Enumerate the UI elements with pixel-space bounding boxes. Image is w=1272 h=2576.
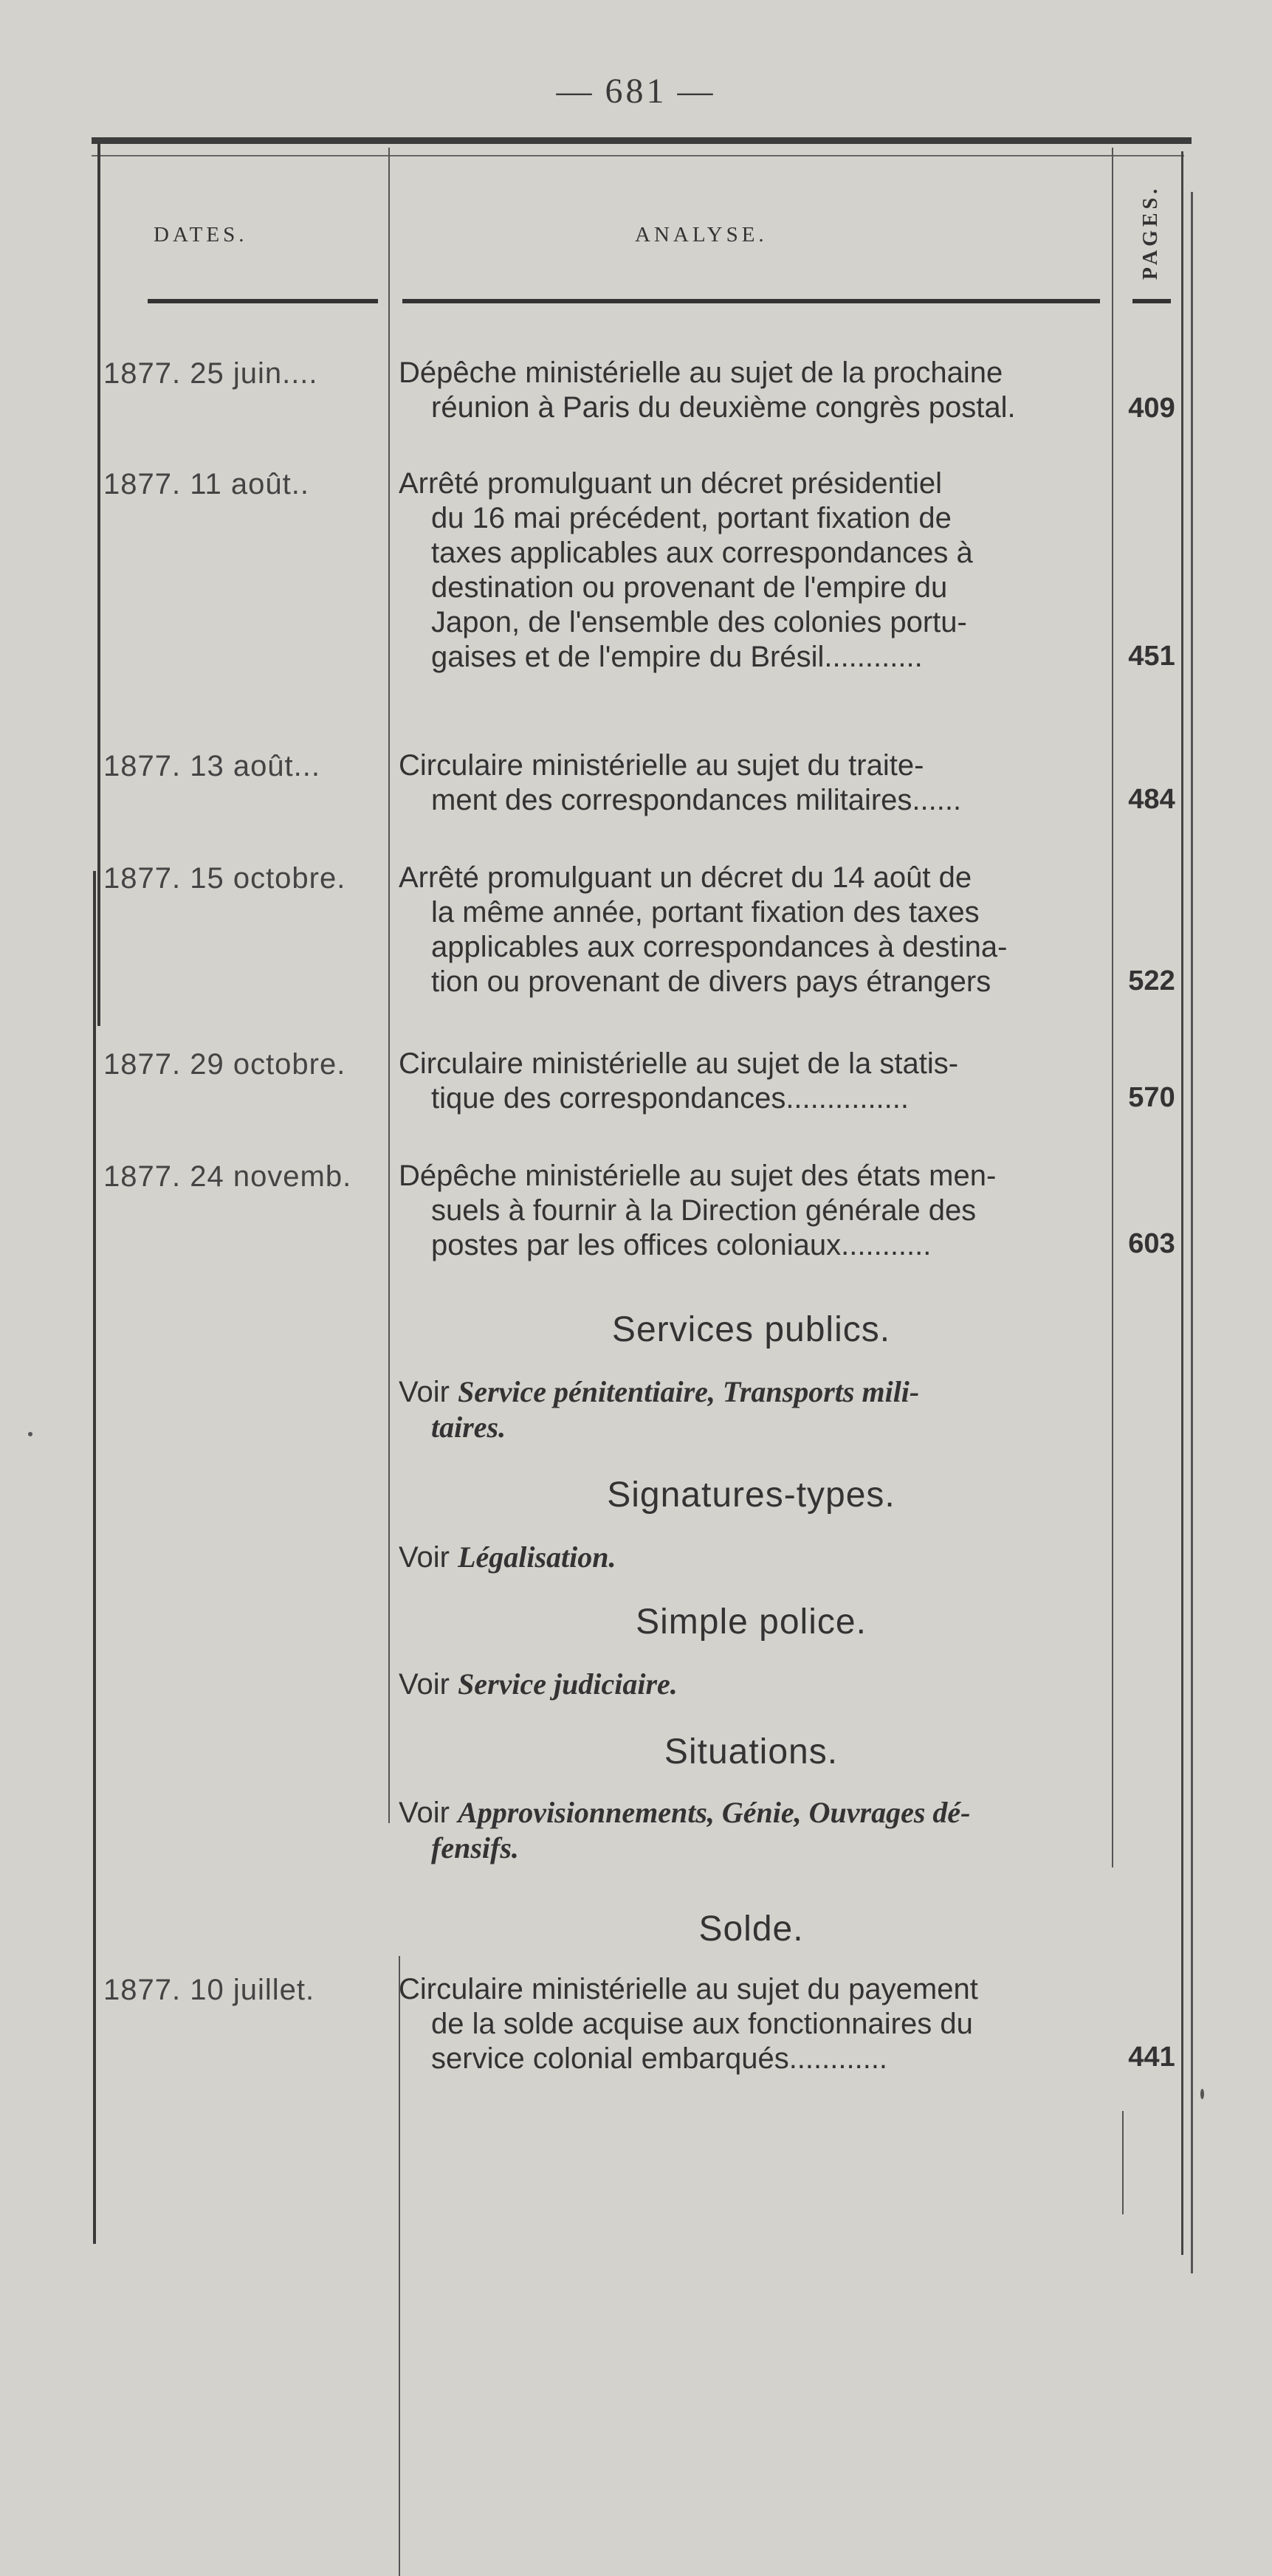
analysis-line: Dépêche ministérielle au sujet des états men- — [399, 1160, 997, 1192]
voir-label: Voir — [399, 1797, 450, 1829]
voir-label: Voir — [399, 1668, 450, 1701]
analysis-line: applicables aux correspondances à destina- — [431, 931, 1008, 963]
column-divider-dates — [388, 148, 390, 1823]
section-reference — [399, 1667, 1104, 1702]
entry-date: 1877. 29 octobre. — [103, 1048, 346, 1081]
entry-analysis — [399, 1047, 1104, 1116]
table-right-border-outer — [1191, 192, 1193, 2273]
page-number-dash-right: — — [677, 72, 716, 111]
print-speck — [1200, 2089, 1204, 2099]
header-pages — [1125, 177, 1177, 288]
entry-date: 1877. 11 août.. — [103, 468, 309, 500]
analysis-line: de la solde acquise aux fonctionnaires du — [431, 2008, 973, 2040]
entry-analysis — [399, 1159, 1104, 1263]
section-reference — [399, 1540, 1104, 1575]
table-top-rule — [92, 137, 1192, 144]
reference-text: Légalisation. — [458, 1540, 616, 1574]
analysis-line: tique des correspondances............... — [431, 1082, 910, 1115]
reference-text: Approvisionnements, Génie, Ouvrages dé- — [458, 1796, 971, 1829]
analysis-line: du 16 mai précédent, portant fixation de — [431, 502, 952, 534]
table-left-border — [97, 144, 100, 1026]
entry-date: 1877. 25 juin.... — [103, 357, 318, 390]
voir-label: Voir — [399, 1541, 450, 1574]
header-dates: DATES. — [154, 223, 248, 247]
entry-analysis — [399, 748, 1104, 818]
entry-page: 522 — [1128, 965, 1175, 996]
page-number-value: 681 — [605, 72, 667, 111]
header-rule-pages — [1132, 299, 1171, 303]
section-title: Situations. — [664, 1732, 839, 1771]
reference-text: fensifs. — [431, 1831, 519, 1864]
column-divider-pages-lower — [1122, 2111, 1124, 2214]
analysis-line: Arrêté promulguant un décret du 14 août de — [399, 861, 972, 894]
analysis-line: Circulaire ministérielle au sujet de la statis- — [399, 1047, 959, 1080]
header-analyse: ANALYSE. — [635, 223, 768, 247]
entry-page: 603 — [1128, 1228, 1175, 1259]
table-left-border-lower — [93, 871, 96, 2244]
analysis-line: suels à fournir à la Direction générale des — [431, 1194, 977, 1227]
entry-date: 1877. 24 novemb. — [103, 1160, 352, 1193]
entry-analysis — [399, 861, 1104, 999]
section-reference — [399, 1795, 1104, 1866]
entry-date: 1877. 10 juillet. — [103, 1974, 315, 2006]
section-title: Simple police. — [636, 1602, 867, 1642]
analysis-line: taxes applicables aux correspondances à — [431, 537, 973, 569]
header-rule-analyse — [402, 299, 1100, 303]
analysis-line: postes par les offices coloniaux........... — [431, 1229, 932, 1261]
entry-analysis — [399, 1972, 1104, 2076]
reference-text: Service judiciaire. — [458, 1667, 678, 1701]
analysis-line: Japon, de l'ensemble des colonies portu- — [431, 606, 967, 638]
analysis-line: Dépêche ministérielle au sujet de la prochaine — [399, 357, 1003, 389]
analysis-line: ment des correspondances militaires...... — [431, 784, 962, 816]
entry-date: 1877. 15 octobre. — [103, 862, 346, 895]
page-number — [0, 71, 1272, 111]
section-title: Services publics. — [611, 1310, 891, 1349]
voir-label: Voir — [399, 1376, 450, 1408]
analysis-line: tion ou provenant de divers pays étrangers — [431, 965, 991, 998]
page-number-dash-left: — — [556, 72, 595, 111]
table-right-border — [1181, 151, 1183, 2255]
print-speck — [28, 1432, 32, 1436]
table-top-rule-thin — [92, 155, 1184, 156]
header-pages-label: PAGES. — [1139, 185, 1162, 280]
header-rule-dates — [148, 299, 378, 303]
entry-analysis — [399, 466, 1104, 675]
section-title: Solde. — [698, 1909, 804, 1949]
entry-page: 409 — [1128, 393, 1175, 424]
entry-page: 451 — [1128, 641, 1175, 672]
entry-page: 484 — [1128, 784, 1175, 815]
reference-text: taires. — [431, 1411, 506, 1444]
reference-text: Service pénitentiaire, Transports mili- — [458, 1375, 920, 1408]
analysis-line: Arrêté promulguant un décret présidentiel — [399, 467, 942, 500]
analysis-line: destination ou provenant de l'empire du — [431, 571, 948, 604]
analysis-line: Circulaire ministérielle au sujet du payement — [399, 1973, 978, 2005]
analysis-line: gaises et de l'empire du Brésil............ — [431, 641, 923, 673]
section-title: Signatures-types. — [607, 1475, 895, 1515]
entry-analysis — [399, 356, 1104, 425]
column-divider-pages — [1112, 148, 1113, 1867]
analysis-line: la même année, portant fixation des taxes — [431, 896, 980, 929]
analysis-line: service colonial embarqués............ — [431, 2042, 888, 2075]
analysis-line: Circulaire ministérielle au sujet du traite- — [399, 749, 924, 782]
entry-date: 1877. 13 août... — [103, 750, 321, 782]
entry-page: 441 — [1128, 2042, 1175, 2073]
section-reference — [399, 1374, 1104, 1445]
analysis-line: réunion à Paris du deuxième congrès postal. — [431, 391, 1016, 424]
entry-page: 570 — [1128, 1082, 1175, 1113]
